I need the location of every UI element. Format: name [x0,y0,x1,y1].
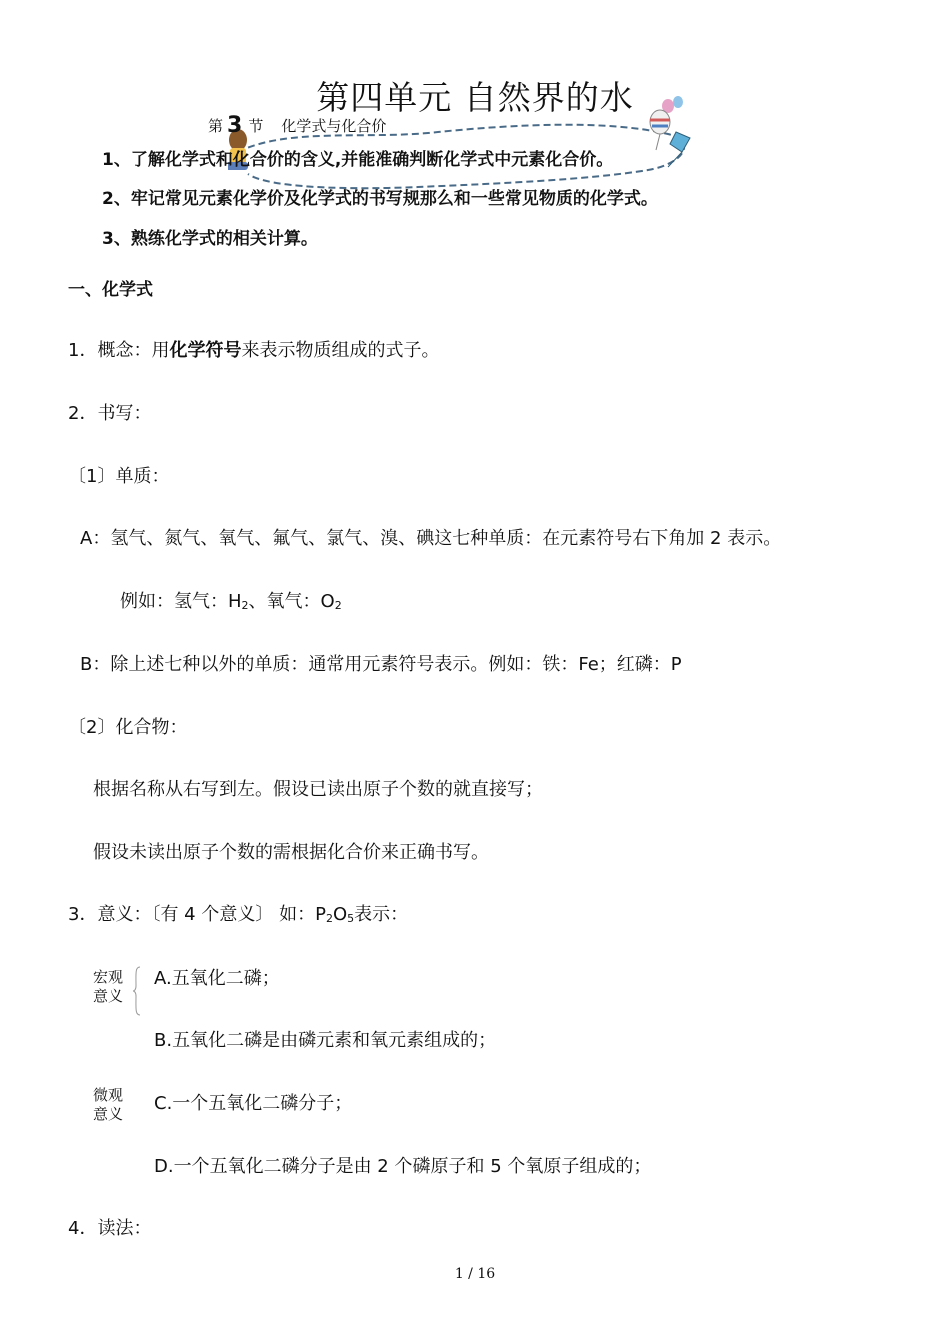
example-mid: 、氧气：O [248,591,335,612]
compound-rule: 假设未读出原子个数的需根据化合价来正确书写。 [93,842,489,863]
simple-substance-heading: 〔1〕单质： [68,466,170,487]
objective-item: 2、牢记常见元素化学价及化学式的书写规那么和一些常见物质的化学式。 [102,189,658,209]
concept-paragraph [68,336,439,362]
section-suffix: 节 [248,117,264,135]
left-brace-icon [132,966,142,1016]
example-subscript: 2 [241,599,249,612]
compound-rule: 根据名称从右写到左。假设已读出原子个数的就直接写； [93,779,543,800]
meaning-item: C.一个五氧化二磷分子； [154,1093,353,1114]
simple-substance-rule-a: A：氢气、氮气、氧气、氟气、氯气、溴、碘这七种单质：在元素符号右下角加 2 表示。 [80,528,782,549]
example-subscript: 2 [334,599,342,612]
macro-meaning-label: 宏观 意义 [93,968,124,1005]
concept-bold-term: 化学符号 [169,340,242,361]
objective-item: 1、了解化学式和化合价的含义,并能准确判断化学式中元素化合价。 [102,150,614,170]
simple-substance-rule-b: B：除上述七种以外的单质：通常用元素符号表示。例如：铁：Fe；红磷：P [80,654,682,675]
meaning-heading [68,900,408,926]
concept-suffix: 来表示物质组成的式子。 [241,340,440,361]
reading-heading: 4．读法： [68,1218,152,1239]
meaning-item: A.五氧化二磷； [154,968,280,989]
simple-substance-example [120,587,342,613]
compound-heading: 〔2〕化合物： [68,717,188,738]
meaning-mid: O [332,904,348,925]
meaning-item: D.一个五氧化二磷分子是由 2 个磷原子和 5 个氧原子组成的； [154,1156,652,1177]
concept-prefix: 1．概念：用 [68,340,170,361]
section-heading [208,112,386,137]
meaning-subscript: 5 [347,912,355,925]
heading-chemical-formula: 一、化学式 [68,280,153,300]
page-number: 1 / 16 [454,1266,496,1282]
meaning-prefix: 3．意义：〔有 4 个意义〕 如：P [68,904,326,925]
meaning-subscript: 2 [325,912,333,925]
micro-meaning-label: 微观 意义 [93,1086,124,1123]
section-number: 3 [227,113,243,138]
example-prefix: 例如：氢气：H [120,591,242,612]
page-title: 第四单元 自然界的水 [316,78,634,117]
meaning-suffix: 表示： [354,904,409,925]
meaning-item: B.五氧化二磷是由磷元素和氧元素组成的； [154,1030,497,1051]
writing-heading: 2．书写： [68,403,152,424]
section-prefix: 第 [208,117,224,135]
objective-item: 3、熟练化学式的相关计算。 [102,229,318,249]
section-name: 化学式与化合价 [281,117,387,135]
